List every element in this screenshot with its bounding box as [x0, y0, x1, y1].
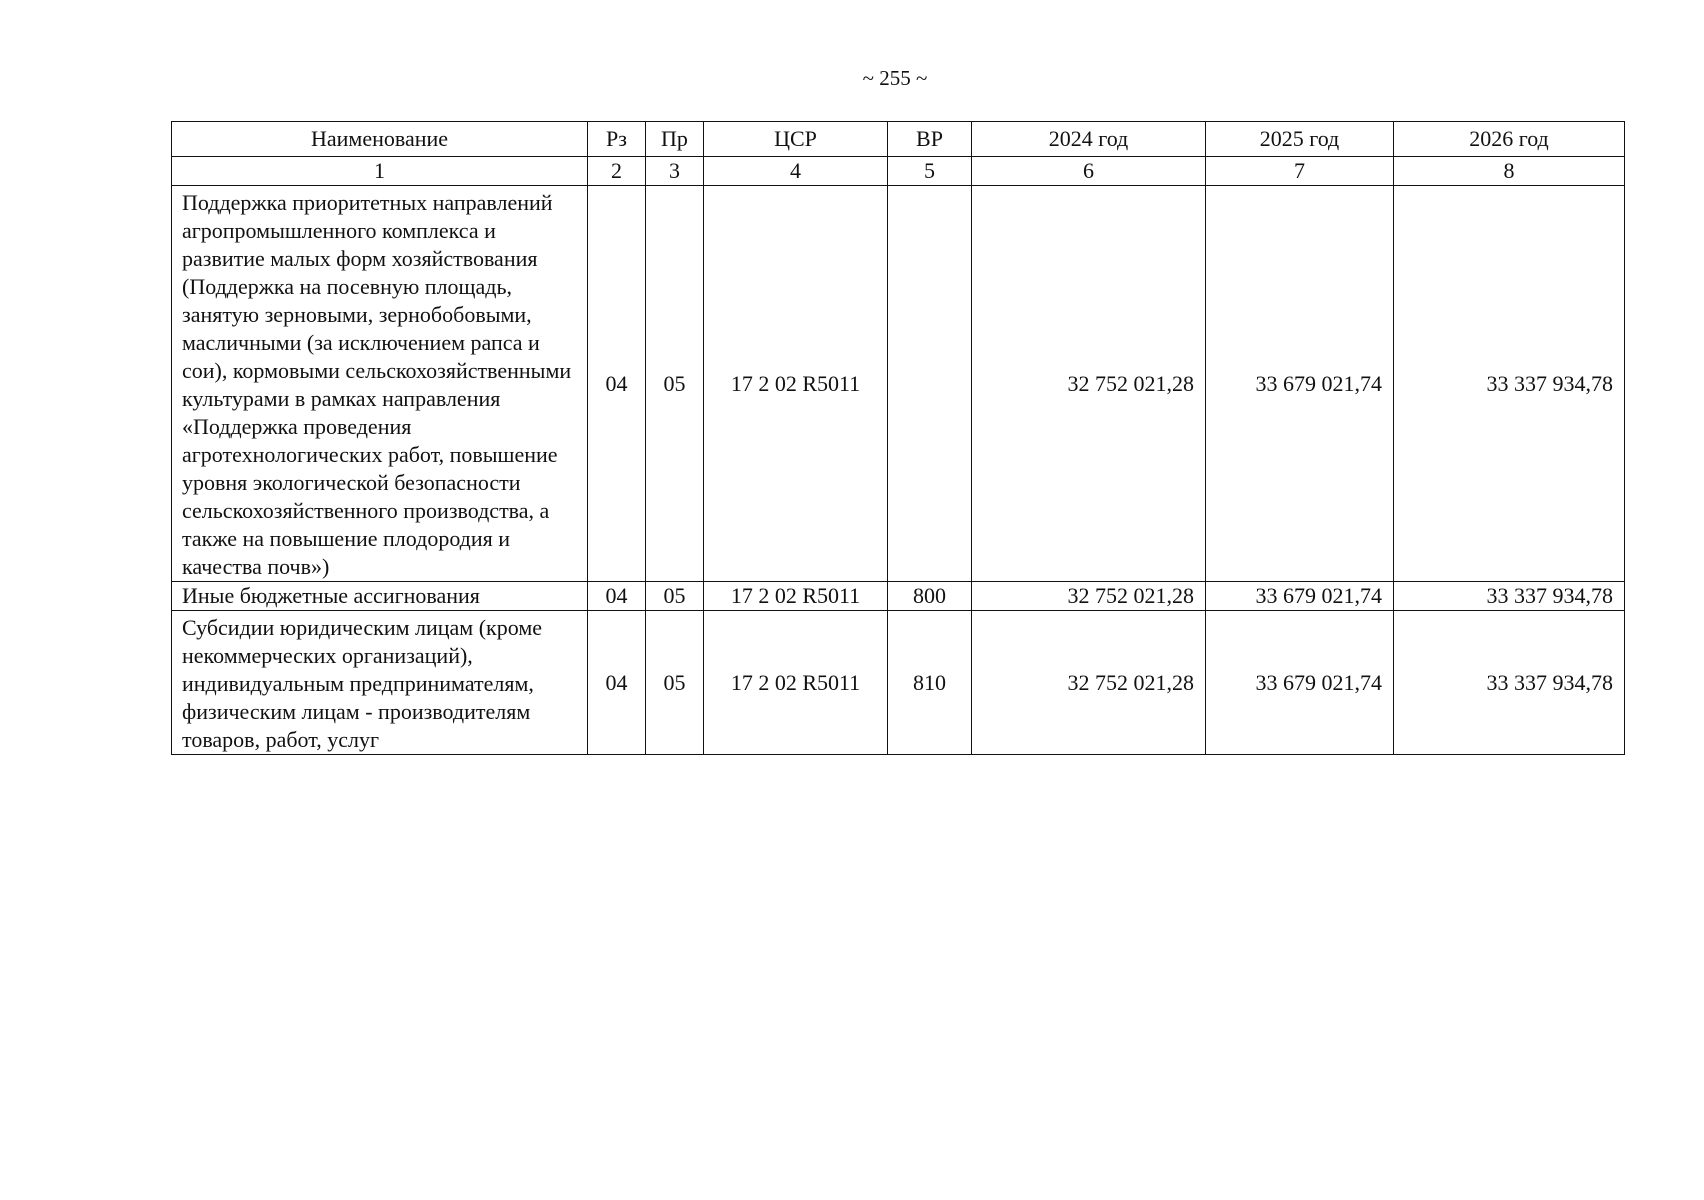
row-amount-2025: 33 679 021,74 [1206, 611, 1394, 755]
row-amount-2026: 33 337 934,78 [1394, 611, 1625, 755]
row-pr: 05 [646, 186, 704, 582]
row-pr: 05 [646, 582, 704, 611]
table-row [172, 186, 1625, 582]
row-amount-2026: 33 337 934,78 [1394, 582, 1625, 611]
header-2025: 2025 год [1206, 122, 1394, 157]
header-row [172, 122, 1625, 157]
row-vr [888, 186, 972, 582]
row-amount-2026: 33 337 934,78 [1394, 186, 1625, 582]
row-rz: 04 [588, 611, 646, 755]
column-number: 7 [1206, 157, 1394, 186]
header-csr: ЦСР [704, 122, 888, 157]
page-number: ~ 255 ~ [862, 66, 928, 90]
header-rz: Рз [588, 122, 646, 157]
table-row [172, 611, 1625, 755]
row-name: Поддержка приоритетных направлений агропромышленного комплекса и развитие малых форм хозяйствования (Поддержка на посевную площадь, занятую зерновыми, зернобобовыми, масличными (за исключением рапса и сои), кормовыми сельскохозяйственными культурами в рамках направления «Поддержка проведения агротехнологических работ, повышение уровня экологической безопасности сельскохозяйственного производства, а также на повышение плодородия и качества почв») [172, 186, 588, 582]
header-vr: ВР [888, 122, 972, 157]
header-name: Наименование [172, 122, 588, 157]
header-2026: 2026 год [1394, 122, 1625, 157]
column-number: 3 [646, 157, 704, 186]
row-rz: 04 [588, 582, 646, 611]
row-amount-2024: 32 752 021,28 [972, 582, 1206, 611]
row-amount-2025: 33 679 021,74 [1206, 186, 1394, 582]
row-amount-2024: 32 752 021,28 [972, 611, 1206, 755]
row-vr: 800 [888, 582, 972, 611]
row-name: Иные бюджетные ассигнования [172, 582, 588, 611]
row-amount-2025: 33 679 021,74 [1206, 582, 1394, 611]
column-number-row [172, 157, 1625, 186]
row-csr: 17 2 02 R5011 [704, 611, 888, 755]
column-number: 2 [588, 157, 646, 186]
column-number: 8 [1394, 157, 1625, 186]
row-csr: 17 2 02 R5011 [704, 186, 888, 582]
row-csr: 17 2 02 R5011 [704, 582, 888, 611]
row-name: Субсидии юридическим лицам (кроме некоммерческих организаций), индивидуальным предпринимателям, физическим лицам - производителям товаров, работ, услуг [172, 611, 588, 755]
column-number: 5 [888, 157, 972, 186]
header-pr: Пр [646, 122, 704, 157]
row-rz: 04 [588, 186, 646, 582]
column-number: 4 [704, 157, 888, 186]
column-number: 6 [972, 157, 1206, 186]
row-pr: 05 [646, 611, 704, 755]
column-number: 1 [172, 157, 588, 186]
row-vr: 810 [888, 611, 972, 755]
row-amount-2024: 32 752 021,28 [972, 186, 1206, 582]
table-row [172, 582, 1625, 611]
header-2024: 2024 год [972, 122, 1206, 157]
budget-table [171, 121, 1625, 755]
